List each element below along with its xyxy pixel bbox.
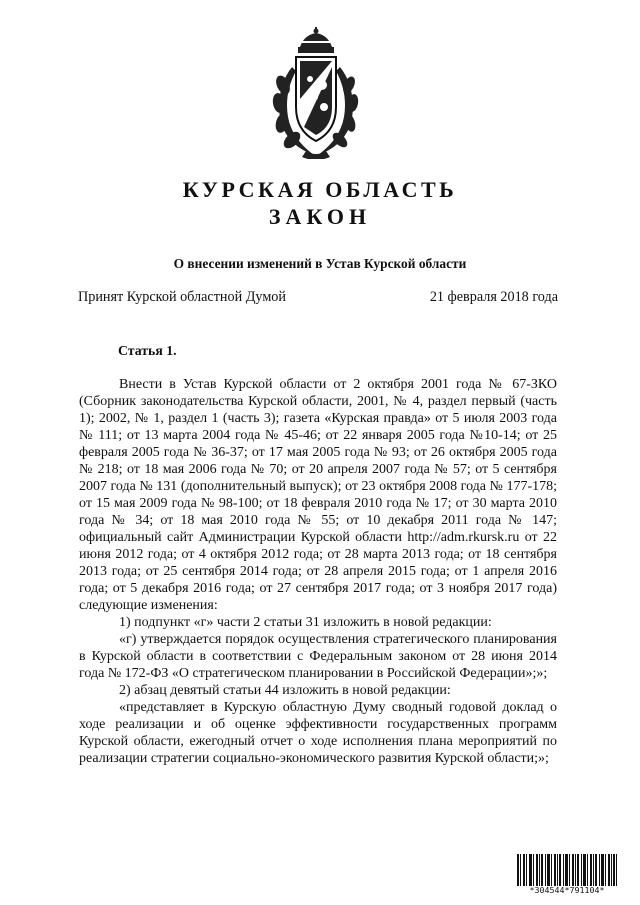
law-subject: О внесении изменений в Устав Курской области [173,256,467,271]
paragraph: 2) абзац девятый статьи 44 изложить в новой редакции: [119,683,451,698]
adoption-date: 21 февраля 2018 года [429,289,558,305]
paragraph: Внести в Устав Курской области от 2 октября 2001 года № 67-ЗКО (Сборник законодательства Курской области, 2001, № 4, раздел первый (часть 1); 2002, № 1, раздел 1 (часть 3); газета «Курская правда» от 5 июля 2003 года № 111; от 13 марта 2004 года № 45-46; от 22 января 2005 года №10-14; от 25 февраля 2005 года № 36-37; от 17 мая 2005 года № 93; от 26 октября 2005 года № 218; от 18 мая 2006 года № 70; от 20 апреля 2007 года № 57; от 5 сентября 2007 года № 131 (дополнительный выпуск); от 23 октября 2008 года № 177-178; от 15 мая 2009 года № 98-100; от 18 февраля 2010 года № 17; от 30 марта 2010 года № 34; от 18 мая 2010 года № 55; от 10 декабря 2011 года № 147; официальный сайт Администрации Курской области http://adm.rkursk.ru от 22 июня 2012 года; от 4 октября 2012 года; от 28 марта 2013 года; от 18 сентября 2013 года; от 25 сентября 2014 года; от 28 апреля 2015 года; от 1 апреля 2016 года; от 5 декабря 2016 года; от 27 сентября 2017 года; от 3 ноября 2017 года) следующие изменения: [79,377,557,613]
barcode-number: *304544*791104* [529,885,605,895]
article-body [79,376,557,767]
paragraph: «представляет в Курскую областную Думу сводный годовой доклад о ходе реализации и об оценке эффективности государственных программ Курской области, ежегодный отчет о ходе исполнения плана мероприятий по реализации стратегии социально-экономического развития Курской области;»; [79,700,557,766]
barcode-icon [517,854,617,898]
article-heading: Статья 1. [118,343,177,358]
region-title: КУРСКАЯ ОБЛАСТЬ [182,177,458,202]
adoption-line [78,289,558,306]
document-type: ЗАКОН [268,204,372,229]
paragraph: «г) утверждается порядок осуществления стратегического планирования в Курской области в соответствии с Федеральным законом от 28 июня 2014 года № 172-ФЗ «О стратегическом планировании в Российской Федерации»;»; [79,632,557,681]
adopted-by: Принят Курской областной Думой [78,289,286,305]
coat-of-arms-icon [270,27,362,159]
paragraph: 1) подпункт «г» части 2 статьи 31 изложить в новой редакции: [119,615,492,630]
